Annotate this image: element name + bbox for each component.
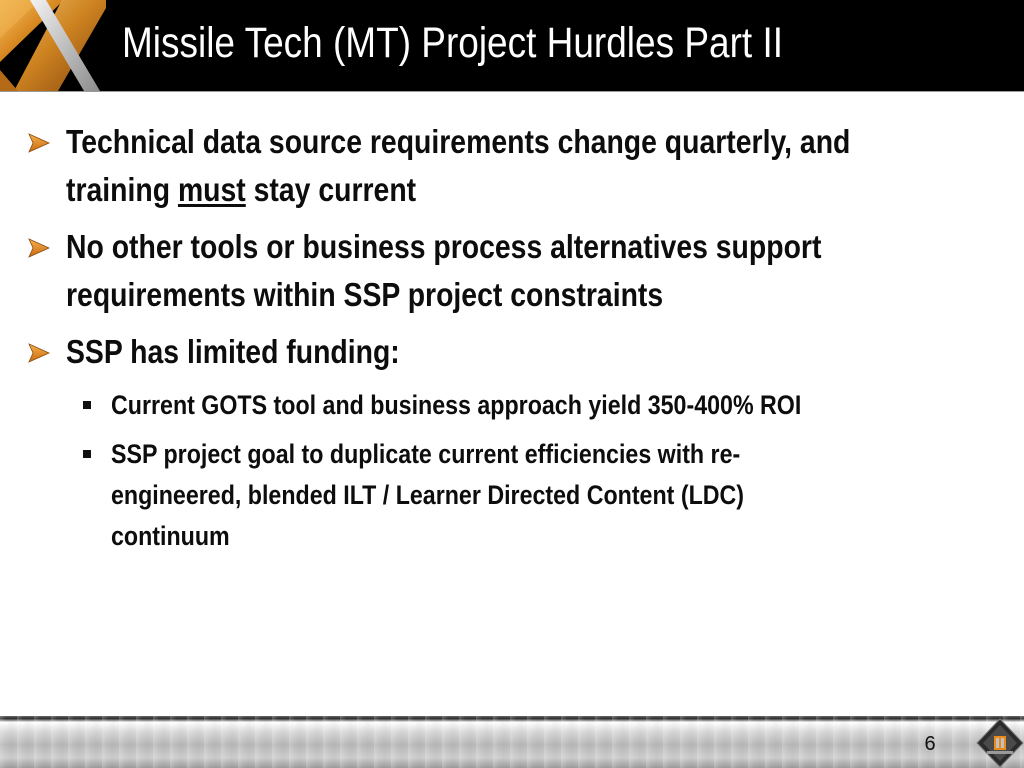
bullet-line: No other tools or business process alternatives support: [66, 228, 822, 265]
bullet-line: [66, 166, 874, 214]
sub-bullet-line: SSP project goal to duplicate current efficiencies with re-: [111, 439, 741, 469]
bullet-line: requirements within SSP project constraints: [66, 276, 664, 313]
cube-emblem-logo: [976, 718, 1024, 768]
footer-texture: [0, 716, 1024, 768]
bullet-text: stay current: [245, 171, 417, 208]
sub-bullet-line: engineered, blended ILT / Learner Directed Content (LDC): [111, 480, 745, 510]
sub-bullet-line: continuum: [111, 521, 230, 551]
orange-arrow-icon: [28, 238, 50, 258]
page-number: 6: [924, 733, 936, 755]
sub-bullet-item: [111, 385, 876, 426]
bullet-item: [66, 223, 874, 319]
emphasis-text: must: [177, 171, 246, 208]
orange-arrow-icon: [28, 133, 50, 153]
bullet-item: [66, 118, 874, 214]
bullet-line: Technical data source requirements change quarterly, and: [66, 123, 851, 160]
square-bullet-icon: [83, 401, 91, 409]
orange-arrow-icon: [28, 343, 50, 363]
bullet-line: SSP has limited funding:: [66, 333, 400, 370]
sub-bullet-item: [111, 434, 876, 557]
sub-bullet-line: Current GOTS tool and business approach yield 350-400% ROI: [111, 390, 802, 420]
bullet-item: [66, 328, 874, 376]
slide-title: Missile Tech (MT) Project Hurdles Part II: [122, 19, 784, 67]
square-bullet-icon: [83, 450, 91, 458]
bullet-text: training: [66, 171, 178, 208]
